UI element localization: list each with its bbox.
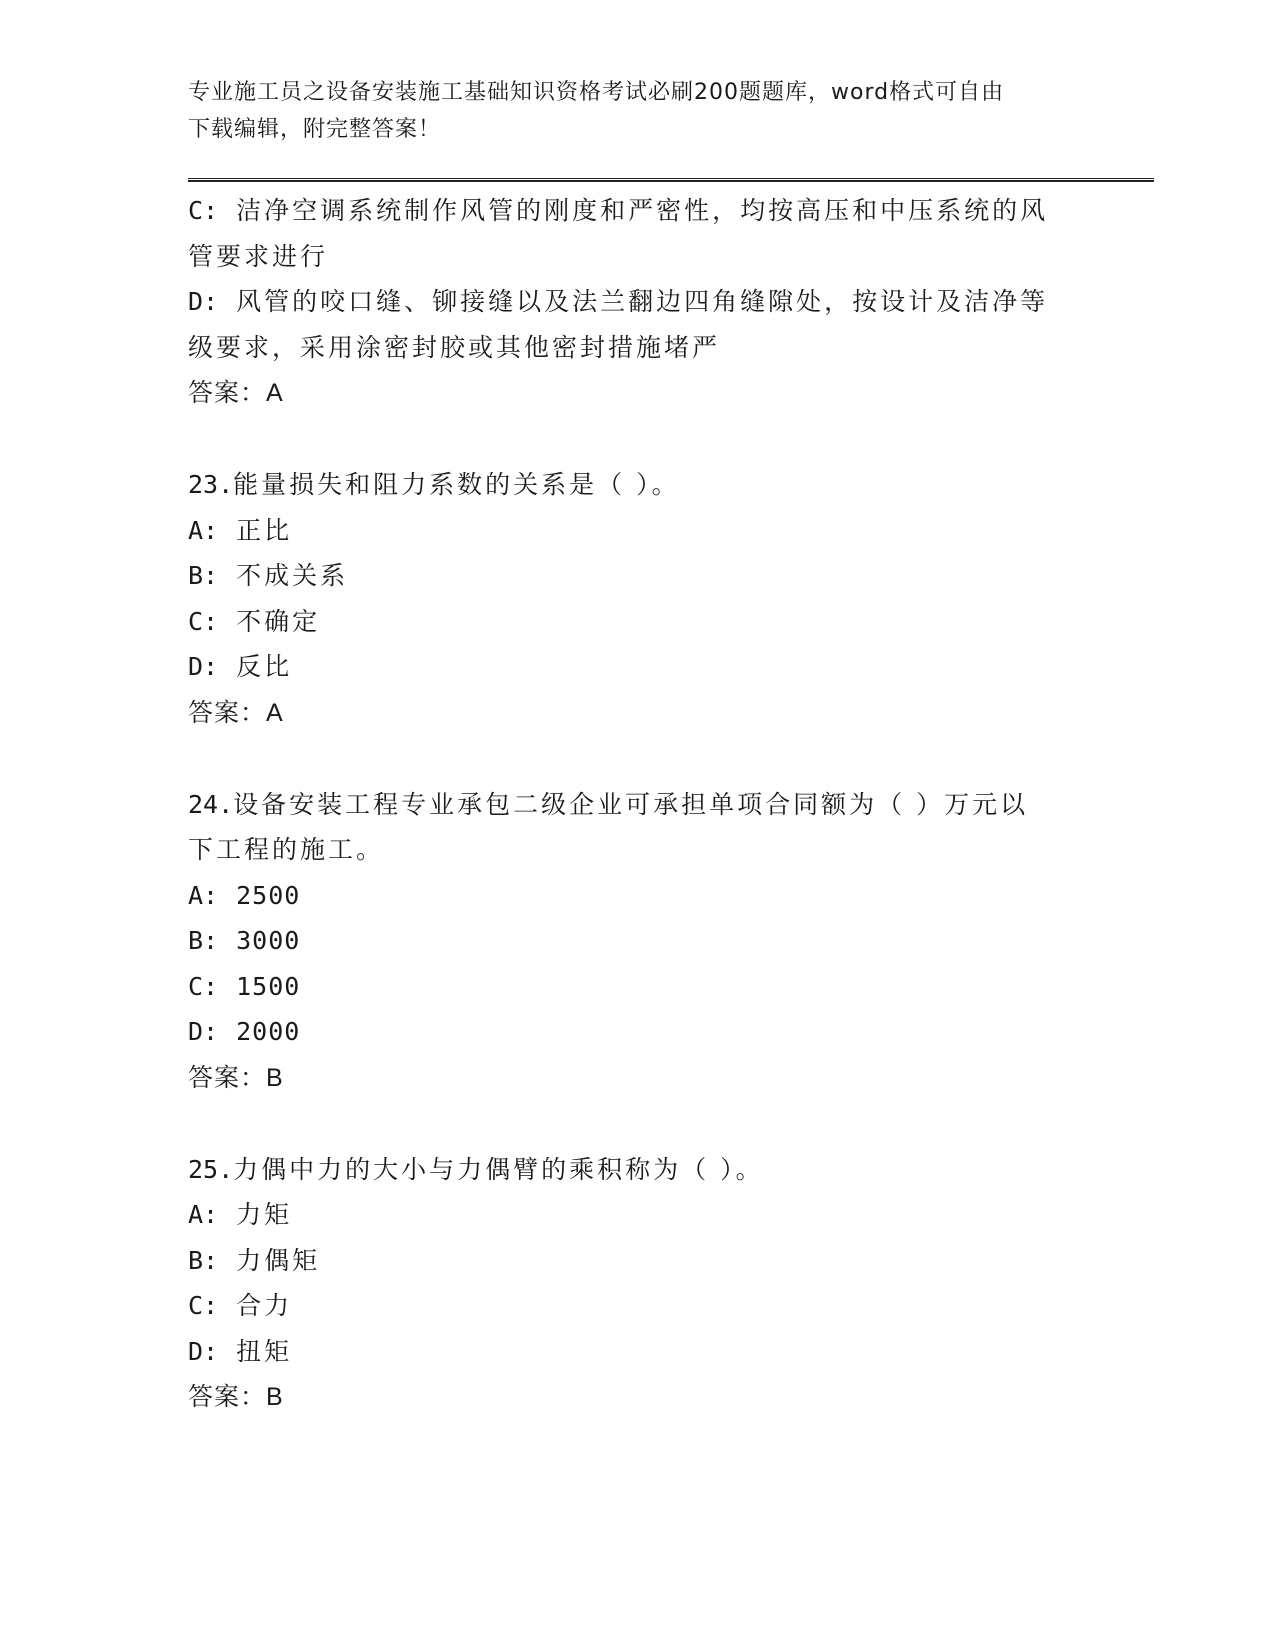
option-label: D: <box>188 287 219 316</box>
header-line-1: 专业施工员之设备安装施工基础知识资格考试必刷200题题库，word格式可自由 <box>188 80 1005 105</box>
option-b <box>188 1238 1088 1284</box>
option-a <box>188 508 1088 554</box>
option-label: B: <box>188 561 219 590</box>
option-label: A: <box>188 1200 219 1229</box>
option-label: D: <box>188 652 219 681</box>
answer-label: 答案： <box>188 1382 267 1411</box>
option-c-continued: 管要求进行 <box>188 241 329 271</box>
option-text: 力矩 <box>236 1200 293 1229</box>
option-text: 洁净空调系统制作风管的刚度和严密性，均按高压和中压系统的风 <box>236 196 1049 225</box>
option-text: 不成关系 <box>236 561 349 590</box>
option-text: 2500 <box>236 880 301 910</box>
option-label: C: <box>188 1291 219 1320</box>
option-text: 不确定 <box>236 606 321 636</box>
answer-value: A <box>266 698 284 727</box>
answer-value: B <box>266 1063 284 1092</box>
option-text: 1500 <box>236 971 301 1001</box>
question-text: 能量损失和阻力系数的关系是（ ）。 <box>233 470 680 499</box>
option-label: A: <box>188 880 219 910</box>
question-block <box>188 462 1088 736</box>
answer-label: 答案： <box>188 1062 267 1092</box>
option-d-continued: 级要求，采用涂密封胶或其他密封措施堵严 <box>188 332 721 362</box>
option-c <box>188 188 1088 234</box>
option-label: C: <box>188 971 219 1001</box>
option-text: 合力 <box>236 1291 293 1320</box>
option-d <box>188 279 1088 325</box>
question-stem <box>188 462 1088 508</box>
spacer <box>188 736 1088 782</box>
option-d <box>188 644 1088 690</box>
document-body <box>188 188 1088 1421</box>
question-block <box>188 782 1088 1102</box>
prev-question-block <box>188 188 1088 417</box>
question-number: 24. <box>188 789 234 819</box>
option-label: D: <box>188 1017 219 1046</box>
question-text: 设备安装工程专业承包二级企业可承担单项合同额为（ ）万元以 <box>233 789 1029 819</box>
answer-value: A <box>266 379 284 407</box>
spacer <box>188 417 1088 463</box>
option-b <box>188 918 1088 964</box>
option-label: B: <box>188 926 219 955</box>
option-text: 正比 <box>236 515 293 545</box>
option-text: 反比 <box>236 652 293 681</box>
option-a <box>188 873 1088 919</box>
option-c <box>188 599 1088 645</box>
option-a <box>188 1192 1088 1238</box>
option-text: 3000 <box>236 926 301 955</box>
answer-line <box>188 1055 1088 1102</box>
question-text: 力偶中力的大小与力偶臂的乘积称为（ ）。 <box>233 1154 764 1184</box>
option-c <box>188 1283 1088 1329</box>
option-c <box>188 964 1088 1010</box>
answer-label: 答案： <box>188 697 267 727</box>
header-line-2: 下载编辑，附完整答案！ <box>188 117 442 142</box>
option-text: 风管的咬口缝、铆接缝以及法兰翻边四角缝隙处，按设计及洁净等 <box>236 287 1049 316</box>
option-text: 扭矩 <box>236 1336 293 1366</box>
question-stem <box>188 782 1088 828</box>
option-d <box>188 1009 1088 1055</box>
question-number: 23. <box>188 470 234 499</box>
header-divider <box>188 178 1154 182</box>
page-header <box>188 74 1068 148</box>
question-stem-continued: 下工程的施工。 <box>188 835 385 864</box>
option-text: 2000 <box>236 1017 301 1046</box>
answer-label: 答案： <box>188 378 267 407</box>
option-text: 力偶矩 <box>236 1245 321 1275</box>
option-label: A: <box>188 515 219 545</box>
spacer <box>188 1101 1088 1147</box>
option-label: B: <box>188 1245 219 1275</box>
answer-value: B <box>266 1383 284 1411</box>
option-label: C: <box>188 196 219 225</box>
question-stem <box>188 1147 1088 1193</box>
option-label: C: <box>188 606 219 636</box>
question-number: 25. <box>188 1154 234 1184</box>
option-label: D: <box>188 1336 219 1366</box>
answer-line <box>188 690 1088 737</box>
question-block <box>188 1147 1088 1421</box>
answer-line <box>188 370 1088 417</box>
answer-line <box>188 1374 1088 1421</box>
option-b <box>188 553 1088 599</box>
option-d <box>188 1329 1088 1375</box>
